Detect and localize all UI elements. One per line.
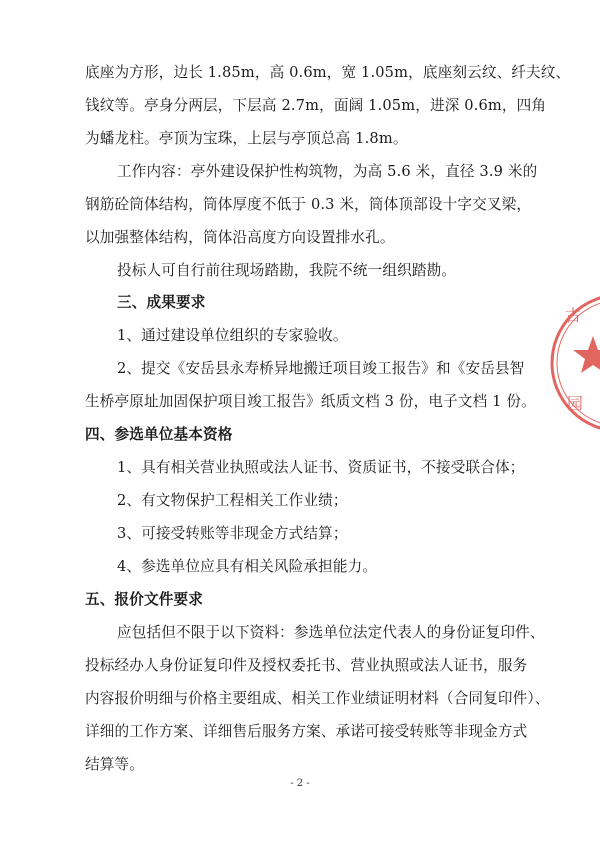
text-line: 应包括但不限于以下资料：参选单位法定代表人的身份证复印件、 [117,624,545,641]
list-item: 1、具有相关营业执照或法人证书、资质证书，不接受联合体； [117,459,525,476]
list-item: 1、通过建设单位组织的专家验收。 [117,327,348,344]
section-heading: 三、成果要求 [117,294,206,311]
text-line: 内容报价明细与价格主要组成、相关工作业绩证明材料（合同复印件）、 [85,690,550,707]
text-line: 钱纹等。亭身分两层，下层高 2.7m，面阔 1.05m，进深 0.6m，四角 [85,97,547,114]
seal-star-icon [573,336,600,373]
section-heading: 四、参选单位基本资格 [85,426,233,443]
text-line: 工作内容：亭外建设保护性构筑物，为高 5.6 米，直径 3.9 米的 [117,163,538,180]
official-seal [545,288,600,438]
text-line: 投标经办人身份证复印件及授权委托书、营业执照或法人证书，服务 [85,657,528,674]
text-line: 详细的工作方案、详细售后服务方案、承诺可接受转账等非现金方式 [85,723,528,740]
seal-glyph: 古 [565,306,582,325]
text-line: 以加强整体结构，筒体沿高度方向设置排水孔。 [85,229,395,246]
list-item: 2、有文物保护工程相关工作业绩； [117,492,348,509]
text-line: 投标人可自行前往现场踏勘，我院不统一组织踏勘。 [117,262,457,279]
text-line: 为蟠龙柱。亭顶为宝珠，上层与亭顶总高 1.8m。 [85,130,408,147]
list-item: 4、参选单位应具有相关风险承担能力。 [117,558,378,575]
list-item: 3、可接受转账等非现金方式结算； [117,525,348,542]
list-item: 2、提交《安岳县永寿桥异地搬迁项目竣工报告》和《安岳县智 [117,360,525,377]
seal-glyph: 园 [567,394,584,413]
section-heading: 五、报价文件要求 [85,591,203,608]
text-line: 底座为方形，边长 1.85m，高 0.6m，宽 1.05m，底座刻云纹、纤夫纹、 [85,64,571,81]
page-number: - 2 - [290,778,310,789]
text-line: 钢筋砼筒体结构，筒体厚度不低于 0.3 米，筒体顶部设十字交叉梁， [85,196,532,213]
text-line: 结算等。 [85,756,144,773]
text-line: 生桥亭原址加固保护项目竣工报告》纸质文档 3 份，电子文档 1 份。 [85,393,536,410]
